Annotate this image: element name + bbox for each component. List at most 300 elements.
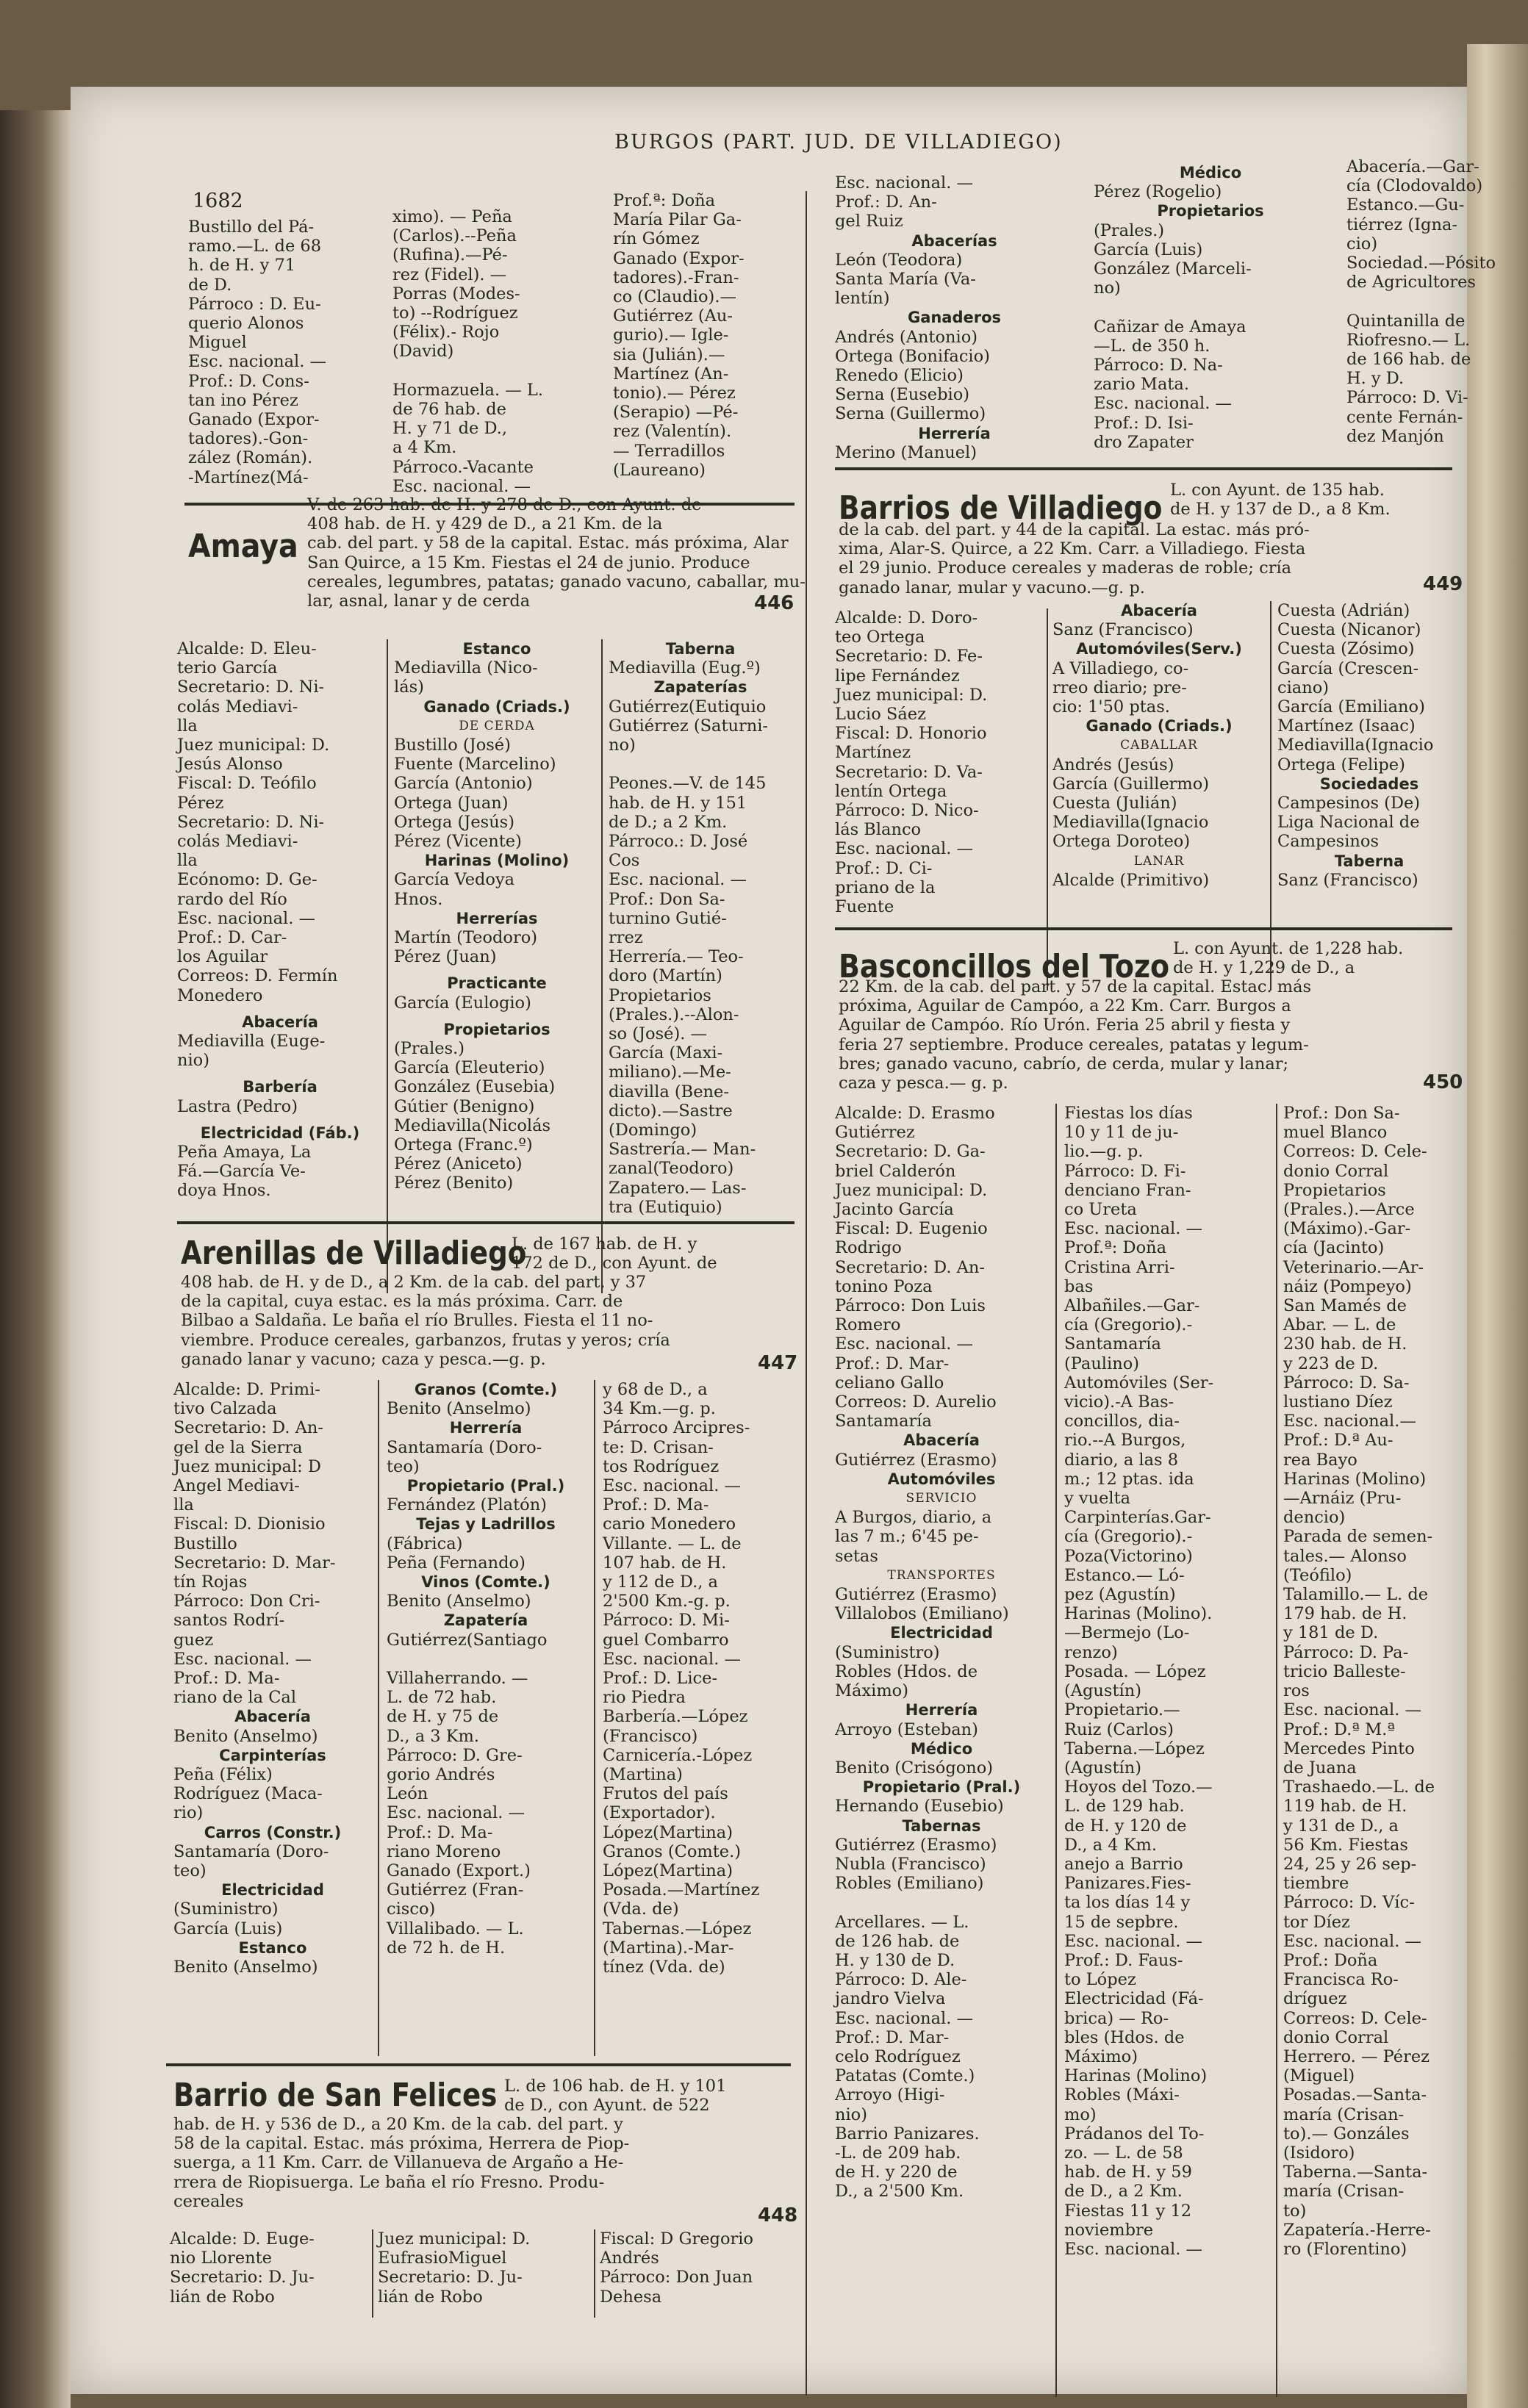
- section-heading: Taberna: [665, 640, 736, 658]
- text-line: Párroco: D. Pa-: [1283, 1642, 1409, 1662]
- text-line: te: D. Crisan-: [603, 1437, 714, 1457]
- text-line: García (Eulogio): [394, 993, 531, 1013]
- text-line: Frutos del país: [603, 1784, 728, 1804]
- entry-list: [835, 1508, 1048, 1566]
- text-line: (Prales.): [1094, 220, 1165, 240]
- text-line: [609, 755, 792, 774]
- text-line: Cristina Arri-: [1064, 1257, 1175, 1277]
- column-divider: [1270, 601, 1271, 991]
- entry-title-amaya: Amaya: [188, 528, 298, 565]
- text-line: A Burgos, diario, a: [835, 1508, 992, 1528]
- text-line: doro (Martín): [609, 966, 722, 986]
- text-line: Nubla (Francisco): [835, 1854, 986, 1874]
- text-line: Esc. nacional.—: [1283, 1412, 1416, 1431]
- text-line: suerga, a 11 Km. Carr. de Villanueva de Argaño a He-: [173, 2153, 624, 2173]
- text-line: Mediavilla (Nico-: [394, 658, 538, 678]
- text-line: Esc. nacional. —: [1094, 394, 1233, 414]
- text-line: Ruiz (Carlos): [1064, 1719, 1174, 1739]
- directory-page: [71, 87, 1496, 2394]
- arenillas-col-3: [603, 1380, 794, 1977]
- entry-list: [173, 1765, 372, 1823]
- entry-list: [835, 1585, 1048, 1623]
- text-line: D., a 4 Km.: [1064, 1835, 1158, 1855]
- text-line: dro Zapater: [1094, 432, 1194, 452]
- text-line: zanal(Teodoro): [609, 1159, 734, 1179]
- text-line: rez (Fidel). —: [392, 265, 507, 284]
- text-line: Bustillo: [173, 1534, 237, 1553]
- text-line: Robles (Emiliano): [835, 1874, 984, 1894]
- text-line: Romero: [835, 1315, 901, 1335]
- text-line: Carpinterías.Gar-: [1064, 1508, 1211, 1528]
- text-line: (Laureano): [613, 460, 706, 480]
- text-line: terio García: [177, 658, 278, 678]
- text-line: Poza(Victorino): [1064, 1546, 1193, 1566]
- text-line: García (Eleuterio): [394, 1058, 545, 1078]
- entry-list: [387, 1438, 585, 1476]
- text-line: Fuente: [835, 897, 894, 917]
- text-line: Quintanilla de: [1346, 311, 1466, 331]
- section-rule: [166, 2063, 791, 2066]
- text-line: tonino Poza: [835, 1276, 933, 1296]
- text-line: -Martínez(Má-: [188, 467, 309, 487]
- text-line: priano de la: [835, 877, 936, 897]
- text-line: 230 hab. de H.: [1283, 1334, 1407, 1354]
- text-line: co Ureta: [1064, 1200, 1137, 1220]
- text-line: Renedo (Elicio): [835, 366, 964, 386]
- text-line: [1346, 292, 1528, 311]
- column-divider: [806, 191, 807, 2396]
- text-line: Benito (Anselmo): [387, 1592, 531, 1611]
- text-line: Fiestas los días: [1064, 1104, 1193, 1123]
- text-line: Herrería.— Teo-: [609, 947, 744, 967]
- subheading: SERVICIO: [905, 1491, 978, 1506]
- text-line: Fiscal: D. Teófilo: [177, 774, 317, 794]
- text-line: Cos: [609, 851, 640, 871]
- text-line: rio Piedra: [603, 1688, 686, 1708]
- text-line: Prof.: D. Ma-: [173, 1669, 280, 1689]
- text-line: Párroco: D. Gre-: [387, 1745, 523, 1765]
- text-line: Jacinto García: [835, 1200, 954, 1220]
- text-line: (Félix).- Rojo: [392, 323, 500, 342]
- text-line: 10 y 11 de ju-: [1064, 1123, 1179, 1143]
- text-line: 22 Km. de la cab. del part. y 57 de la capital. Estac. más: [839, 977, 1312, 996]
- text-line: Esc. nacional. —: [603, 1649, 742, 1669]
- text-line: Pérez: [177, 793, 224, 813]
- text-line: Abacería.—Gar-: [1346, 157, 1479, 176]
- basconcillos-col-2: [1064, 1104, 1270, 2259]
- text-line: Ortega (Bonifacio): [835, 346, 990, 366]
- text-line: Fiscal: D Gregorio: [600, 2229, 753, 2249]
- text-line: García (Antonio): [394, 774, 533, 794]
- text-line: dríguez: [1283, 1989, 1347, 2009]
- text-line: Fiestas 11 y 12: [1064, 2201, 1192, 2221]
- section-heading: Electricidad: [221, 1881, 324, 1900]
- text-line: Ganado (Export.): [387, 1861, 531, 1881]
- text-line: Benito (Anselmo): [173, 1958, 318, 1977]
- text-line: hab. de H. y 536 de D., a 20 Km. de la cab. del part. y: [173, 2115, 623, 2134]
- basconcillos-col-3: [1283, 1104, 1467, 2259]
- text-line: Párroco: D. Fi-: [1064, 1161, 1186, 1181]
- text-line: García (Maxi-: [609, 1043, 723, 1063]
- section-heading: Abacerías: [911, 231, 997, 250]
- text-line: cereales, legumbres, patatas; ganado vacuno, caballar, mu-: [307, 572, 806, 592]
- text-line: Ecónomo: D. Ge-: [177, 870, 318, 890]
- text-line: Hernando (Eusebio): [835, 1797, 1004, 1816]
- entry-list: [173, 1900, 372, 1938]
- text-line: gorio Andrés: [387, 1765, 495, 1785]
- section-heading: Abacería: [903, 1431, 980, 1450]
- text-line: Bustillo (José): [394, 736, 511, 755]
- text-line: lar, asnal, lanar y de cerda: [307, 592, 531, 611]
- text-line: y 112 de D., a: [603, 1573, 718, 1592]
- text-line: náiz (Pompeyo): [1283, 1276, 1412, 1296]
- entry-list: [177, 1097, 383, 1116]
- text-line: Rodrigo: [835, 1238, 902, 1258]
- text-line: Miguel: [188, 333, 247, 353]
- section-heading: Abacería: [234, 1708, 311, 1726]
- barrios-villadiego-col-1: [835, 608, 1041, 916]
- text-line: riano Moreno: [387, 1841, 501, 1861]
- entry-list: [387, 1495, 585, 1514]
- text-line: Correos: D. Aurelio: [835, 1392, 997, 1412]
- text-line: Esc. nacional. —: [835, 2008, 974, 2028]
- text-line: bas: [1064, 1276, 1094, 1296]
- text-line: cía (Gregorio).-: [1064, 1527, 1193, 1547]
- text-line: Ortega (Juan): [394, 793, 509, 813]
- text-line: Rodríguez (Maca-: [173, 1784, 323, 1804]
- text-line: Benito (Anselmo): [173, 1726, 318, 1746]
- text-line: y 68 de D., a: [603, 1380, 708, 1399]
- text-line: Liga Nacional de: [1277, 813, 1420, 833]
- entry-number: 449: [1423, 573, 1463, 595]
- text-line: de D.; a 2 Km.: [609, 812, 728, 832]
- text-line: Párroco: D. Víc-: [1283, 1893, 1415, 1913]
- text-line: setas: [835, 1546, 878, 1566]
- text-line: León: [387, 1784, 428, 1804]
- text-line: García (Luis): [1094, 240, 1203, 259]
- text-line: Párroco: D. Vi-: [1346, 388, 1468, 408]
- text-line: briel Calderón: [835, 1161, 956, 1181]
- text-line: Secretario: D. Ga-: [835, 1142, 986, 1162]
- text-line: miliano).—Me-: [609, 1063, 731, 1082]
- text-line: Gutiérrez: [835, 1123, 915, 1143]
- top-col-4: [835, 173, 1074, 462]
- text-line: López(Martina): [603, 1861, 733, 1881]
- text-line: Párroco: D. Na-: [1094, 356, 1223, 375]
- text-line: Propietarios: [1283, 1180, 1386, 1200]
- text-line: y 223 de D.: [1283, 1354, 1379, 1373]
- text-line: Benito (Anselmo): [387, 1399, 531, 1419]
- text-line: Gutiérrez(Eutiquio: [609, 697, 767, 716]
- column-divider: [594, 1380, 595, 2056]
- text-line: Pérez (Rogelio): [1094, 182, 1222, 202]
- section-heading: Granos (Comte.): [414, 1381, 558, 1398]
- text-line: no): [1094, 278, 1121, 298]
- text-line: (Domingo): [609, 1121, 697, 1140]
- text-line: Secretario: D. Ni-: [177, 812, 325, 832]
- text-line: Villaherrando. —: [387, 1669, 528, 1689]
- text-line: Gutiérrez (Au-: [613, 306, 733, 326]
- text-line: diario, a las 8: [1064, 1450, 1179, 1470]
- barrios-villadiego-intro: [839, 520, 1460, 597]
- text-line: (Agustín): [1064, 1758, 1141, 1778]
- text-line: Esc. nacional. —: [1283, 1700, 1422, 1720]
- section-heading: Propietario (Pral.): [406, 1477, 565, 1495]
- text-line: Hoyos del Tozo.—: [1064, 1778, 1213, 1797]
- text-line: Taberna.—Santa-: [1283, 2163, 1428, 2182]
- entry-list: [1052, 755, 1266, 852]
- entry-number: 448: [758, 2204, 798, 2226]
- section-heading: Barbería: [243, 1078, 318, 1096]
- entry-list: [173, 1842, 372, 1880]
- text-line: h. de H. y 71: [188, 256, 296, 276]
- text-line: de la cab. del part. y 44 de la capital. La estac. más pró-: [839, 520, 1310, 539]
- text-line: de 126 hab. de: [835, 1931, 960, 1951]
- text-line: Santamaría: [835, 1412, 932, 1431]
- column-divider: [378, 1380, 379, 2056]
- text-line: Esc. nacional. —: [835, 173, 974, 193]
- text-line: hab. de H. y 151: [609, 793, 747, 813]
- subheading: TRANSPORTES: [887, 1567, 996, 1583]
- text-line: L. de 106 hab. de H. y 101: [504, 2077, 727, 2096]
- text-line: Villalobos (Emiliano): [835, 1604, 1009, 1624]
- text-line: 2'500 Km.-g. p.: [603, 1592, 731, 1611]
- text-line: Benito (Crisógono): [835, 1758, 994, 1778]
- text-line: Pérez (Vicente): [394, 832, 522, 852]
- text-line: celiano Gallo: [835, 1373, 944, 1392]
- column-divider: [387, 639, 388, 1293]
- text-line: viembre. Produce cereales, garbanzos, frutas y yeros; cría: [181, 1330, 670, 1350]
- text-line: Párroco Arcipres-: [603, 1418, 750, 1438]
- entry-list: [1094, 182, 1327, 201]
- text-line: Secretario: D. Mar-: [173, 1553, 336, 1573]
- text-line: Cuesta (Nicanor): [1277, 620, 1421, 640]
- text-line: López(Martina): [603, 1822, 733, 1842]
- text-line: no): [609, 736, 636, 755]
- text-line: Herrero. — Pérez: [1283, 2046, 1430, 2066]
- text-line: Párroco: D. Mi-: [603, 1611, 730, 1631]
- text-line: tales.— Alonso: [1283, 1546, 1407, 1566]
- text-line: Juez municipal: D: [173, 1456, 321, 1476]
- text-line: de H. y 75 de: [387, 1707, 499, 1727]
- text-line: (Fábrica): [387, 1534, 463, 1553]
- entry-list: [835, 1104, 1048, 1431]
- text-line: nio): [177, 1051, 210, 1071]
- text-line: tín Rojas: [173, 1573, 248, 1592]
- text-line: rardo del Río: [177, 889, 287, 909]
- text-line: González (Marceli-: [1094, 259, 1252, 279]
- text-line: Prof.: D. Ma-: [603, 1495, 709, 1515]
- text-line: Esc. nacional. —: [1064, 2239, 1203, 2259]
- text-line: Estanco.— Ló-: [1064, 1565, 1185, 1585]
- text-line: Alcalde: D. Euge-: [170, 2229, 315, 2249]
- text-line: Juez municipal: D.: [177, 736, 330, 755]
- text-line: tadores).-Gon-: [188, 429, 309, 449]
- entry-list: [1052, 620, 1266, 639]
- text-line: 24, 25 y 26 sep-: [1283, 1854, 1417, 1874]
- text-line: Harinas (Molino).: [1064, 1604, 1213, 1624]
- text-line: Párroco: D. Sa-: [1283, 1373, 1410, 1392]
- section-heading: Estanco: [238, 1938, 307, 1957]
- text-line: San Quirce, a 15 Km. Fiestas el 24 de junio. Produce: [307, 553, 750, 572]
- text-line: Estanco.—Gu-: [1346, 195, 1465, 215]
- entry-list: [387, 1399, 585, 1418]
- text-line: (Paulino): [1064, 1354, 1140, 1373]
- text-line: mo): [1064, 2105, 1097, 2124]
- text-line: querio Alonos: [188, 314, 304, 334]
- text-line: Arcellares. — L.: [835, 1912, 969, 1932]
- text-line: de H. y 1,229 de D., a: [1173, 958, 1355, 978]
- text-line: rrez: [609, 928, 643, 948]
- text-line: Fuente (Marcelino): [394, 755, 556, 774]
- entry-list: [173, 1958, 372, 1977]
- text-line: (Miguel): [1283, 2066, 1355, 2086]
- text-line: [387, 1650, 585, 1669]
- text-line: Pérez (Aniceto): [394, 1154, 523, 1174]
- text-line: to López: [1064, 1970, 1136, 1990]
- text-line: dicto).—Sastre: [609, 1101, 733, 1121]
- text-line: zález (Román).: [188, 448, 313, 468]
- section-heading: Propietario (Pral.): [862, 1778, 1021, 1797]
- text-line: Gutiérrez (Fran-: [387, 1880, 524, 1900]
- text-line: Villante. — L. de: [603, 1534, 742, 1553]
- text-line: Gutiérrez (Saturni-: [609, 716, 769, 736]
- entry-list: [1277, 794, 1461, 852]
- text-line: Ortega (Jesús): [394, 812, 515, 832]
- text-line: tricio Balleste-: [1283, 1661, 1406, 1681]
- text-line: D., a 2'500 Km.: [835, 2182, 964, 2202]
- text-line: Prof.: D. Isi-: [1094, 413, 1194, 433]
- text-line: ramo.—L. de 68: [188, 237, 322, 256]
- text-line: Prof.: D. Ma-: [387, 1822, 493, 1842]
- text-line: Párroco: Don Luis: [835, 1296, 986, 1316]
- top-col-4-lines: [835, 173, 1074, 231]
- text-line: Panizares.Fies-: [1064, 1874, 1191, 1894]
- text-line: 15 de sepbre.: [1064, 1912, 1179, 1932]
- text-line: colás Mediavi-: [177, 697, 298, 716]
- text-line: (Prales.).--Alon-: [609, 1004, 739, 1024]
- text-line: Sanz (Francisco): [1052, 620, 1194, 640]
- text-line: Merino (Manuel): [835, 442, 977, 462]
- text-line: anejo a Barrio: [1064, 1854, 1183, 1874]
- text-line: brica) — Ro-: [1064, 2008, 1169, 2028]
- text-line: 58 de la capital. Estac. más próxima, Herrera de Piop-: [173, 2134, 630, 2154]
- text-line: rrera de Riopisuerga. Le baña el río Fresno. Produ-: [173, 2172, 605, 2192]
- entry-list: [387, 1631, 585, 1958]
- text-line: Alcalde: D. Eleu-: [177, 639, 317, 658]
- entry-title-basconcillos: Basconcillos del Tozo: [839, 948, 1170, 985]
- text-line: Serna (Eusebio): [835, 385, 970, 405]
- text-line: (Serapio) —Pé-: [613, 403, 739, 423]
- text-line: H. y 71 de D.,: [392, 419, 507, 439]
- text-line: García (Emiliano): [1277, 697, 1425, 717]
- text-line: Harinas (Molino): [1283, 1469, 1427, 1489]
- subheading: DE CERDA: [459, 718, 535, 733]
- top-col-1: [188, 218, 342, 487]
- text-line: (Suministro): [173, 1900, 279, 1919]
- text-line: Hnos.: [394, 889, 443, 909]
- text-line: (Vda. de): [603, 1900, 679, 1919]
- text-line: Hormazuela. — L.: [392, 380, 543, 400]
- text-line: V. de 263 hab. de H. y 278 de D., con Ayunt. de: [307, 495, 702, 514]
- text-line: 172 de D., con Ayunt. de: [512, 1254, 717, 1273]
- text-line: los Aguilar: [177, 947, 268, 967]
- text-line: hab. de H. y 59: [1064, 2163, 1192, 2182]
- section-heading: Ganaderos: [907, 309, 1002, 327]
- text-line: Campesinos (De): [1277, 794, 1421, 813]
- text-line: m.; 12 ptas. ida: [1064, 1469, 1194, 1489]
- text-line: teo Ortega: [835, 628, 925, 647]
- text-line: Santa María (Va-: [835, 270, 976, 290]
- column-divider: [372, 2229, 373, 2318]
- section-heading: Herrerías: [456, 909, 538, 927]
- text-line: lla: [177, 851, 198, 871]
- section-heading: Médico: [1179, 164, 1242, 182]
- text-line: Electricidad (Fá-: [1064, 1989, 1204, 2009]
- text-line: Taberna.—López: [1064, 1739, 1205, 1758]
- text-line: Arroyo (Higi-: [835, 2085, 945, 2105]
- text-line: Veterinario.—Ar-: [1283, 1257, 1424, 1277]
- text-line: Santamaría: [1064, 1334, 1161, 1354]
- entry-list: [835, 1758, 1048, 1778]
- text-line: Prof.: D. Faus-: [1064, 1950, 1183, 1970]
- text-line: Aguilar de Campóo. Río Urón. Feria 25 abril y fiesta y: [839, 1016, 1291, 1035]
- section-heading: Electricidad (Fáb.): [200, 1124, 360, 1142]
- text-line: gel de la Sierra: [173, 1437, 303, 1457]
- text-line: tínez (Vda. de): [603, 1958, 725, 1977]
- text-line: L. con Ayunt. de 135 hab.: [1170, 481, 1385, 500]
- text-line: Bustillo del Pá-: [188, 218, 315, 237]
- text-line: Santamaría (Doro-: [387, 1437, 542, 1457]
- text-line: tos Rodríguez: [603, 1456, 720, 1476]
- text-line: zo. — L. de 58: [1064, 2143, 1183, 2163]
- entry-list: [394, 993, 600, 1013]
- barrio-intro: [173, 2115, 806, 2211]
- text-line: de D.: [188, 275, 232, 295]
- text-line: Abar. — L. de: [1283, 1315, 1396, 1335]
- top-col-3: [613, 191, 782, 480]
- text-line: Cuesta (Zósimo): [1277, 639, 1415, 659]
- text-line: (Máximo).-Gar-: [1283, 1219, 1411, 1239]
- section-rule: [835, 927, 1452, 930]
- text-line: Esc. nacional. —: [1064, 1931, 1203, 1951]
- arenillas-col-1: [173, 1380, 372, 1977]
- text-line: de D., con Ayunt. de 522: [504, 2096, 710, 2116]
- text-line: Alcalde: D. Doro-: [835, 608, 978, 628]
- section-heading: Ganado (Criads.): [1086, 717, 1233, 736]
- text-line: Arroyo (Esteban): [835, 1719, 978, 1739]
- text-line: Prof.: D.ª M.ª: [1283, 1719, 1395, 1739]
- text-line: de Juana: [1283, 1758, 1357, 1778]
- text-line: Jesús Alonso: [177, 755, 283, 774]
- text-line: (Rufina).—Pé-: [392, 245, 508, 265]
- text-line: y 131 de D., a: [1283, 1816, 1399, 1836]
- text-line: rín Gómez: [613, 229, 700, 249]
- text-line: gel Ruiz: [835, 212, 903, 231]
- text-line: tan ino Pérez: [188, 390, 298, 410]
- text-line: Mediavilla(Ignacio: [1052, 813, 1209, 833]
- section-heading: Automóviles: [887, 1470, 996, 1488]
- text-line: próxima, Aguilar de Campóo, a 22 Km. Carr. Burgos a: [839, 996, 1291, 1016]
- text-line: Mercedes Pinto: [1283, 1739, 1415, 1758]
- section-heading: Abacería: [1121, 602, 1197, 619]
- text-line: lla: [173, 1495, 194, 1515]
- entry-title-arenillas: Arenillas de Villadiego: [181, 1234, 527, 1272]
- text-line: lián de Robo: [170, 2287, 275, 2307]
- text-line: Andrés (Jesús): [1052, 755, 1174, 774]
- section-heading: Herrería: [905, 1701, 978, 1719]
- text-line: (Carlos).--Peña: [392, 226, 517, 246]
